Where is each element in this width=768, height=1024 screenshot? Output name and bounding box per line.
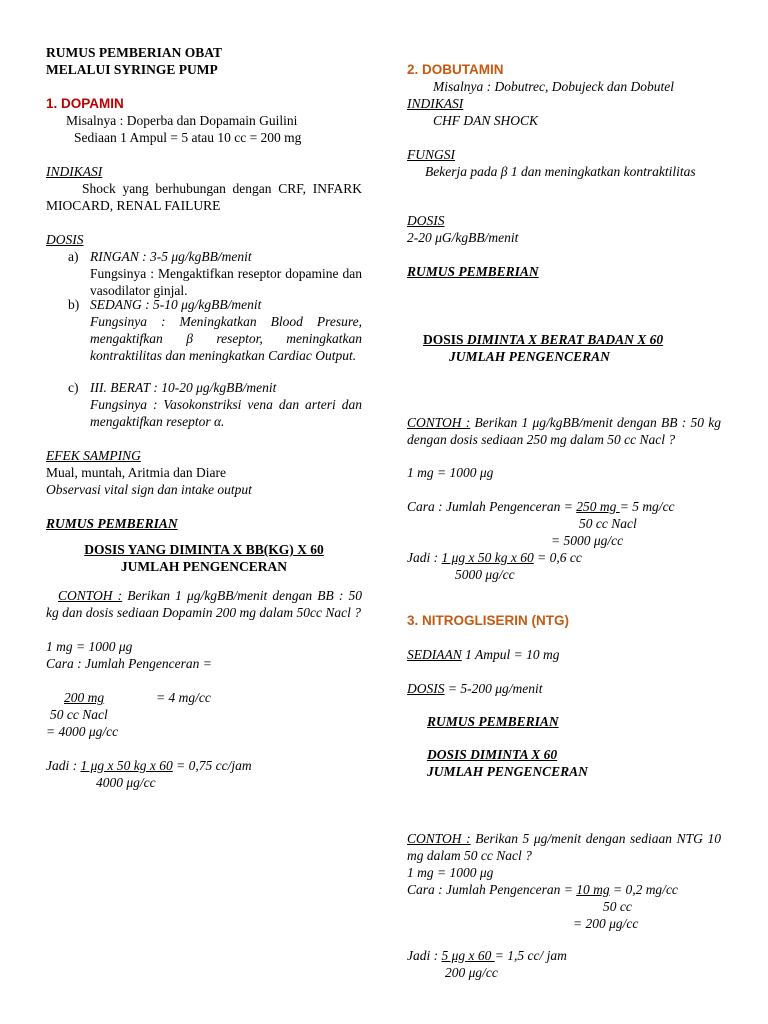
dobutamin-contoh: CONTOH : Berikan 1 μg/kgBB/menit dengan BB : 50 kg dengan dosis sediaan 250 mg dalam 50 cc Nacl ?	[407, 415, 721, 447]
dopamin-cara: Cara : Jumlah Pengenceran =	[46, 656, 212, 671]
ntg-jadi-den: 200 μg/cc	[445, 965, 498, 980]
dopamin-jadi: Jadi : 1 μg x 50 kg x 60 = 0,75 cc/jam	[46, 758, 252, 773]
dopamin-misalnya: Misalnya : Doperba dan Dopamain Guilini	[66, 113, 298, 128]
dobutamin-rumus-formula: DOSIS DIMINTA X BERAT BADAN X 60 JUMLAH PENGENCERAN	[423, 332, 664, 364]
dopamin-dosis-label: DOSIS	[46, 232, 84, 247]
ntg-jadi: Jadi : 5 μg x 60 = 1,5 cc/ jam	[407, 948, 567, 963]
ntg-cara-eq2: = 200 μg/cc	[573, 916, 639, 931]
dobutamin-fungsi-text: Bekerja pada β 1 dan meningkatkan kontraktilitas	[425, 164, 696, 179]
ntg-mg-eq: 1 mg = 1000 μg	[407, 865, 494, 880]
ntg-rumus-formula: DOSIS DIMINTA X 60 JUMLAH PENGENCERAN	[427, 747, 588, 779]
ntg-cara-den: 50 cc	[603, 899, 632, 914]
dopamin-calc: 200 mg = 4 mg/cc	[64, 690, 211, 705]
dopamin-heading: 1. DOPAMIN	[46, 96, 124, 111]
dopamin-dosis-item: a) RINGAN : 3-5 μg/kgBB/menit Fungsinya : Mengaktifkan reseptor dopamine dan vasodilator ginjal.	[68, 249, 362, 298]
dobutamin-mg-eq: 1 mg = 1000 μg	[407, 465, 494, 480]
dopamin-calc-eq2: = 4000 μg/cc	[46, 724, 119, 739]
observasi-text: Observasi vital sign dan intake output	[46, 482, 252, 497]
efek-samping-label: EFEK SAMPING	[46, 448, 141, 463]
dobutamin-indikasi-text: CHF DAN SHOCK	[433, 113, 539, 128]
dopamin-mg-eq: 1 mg = 1000 μg	[46, 639, 133, 654]
dopamin-contoh: CONTOH : Berikan 1 μg/kgBB/menit dengan BB : 50 kg dan dosis sediaan Dopamin 200 mg dalam 50cc Nacl ?	[46, 588, 362, 620]
ntg-rumus-label: RUMUS PEMBERIAN	[427, 714, 559, 729]
dopamin-indikasi-text: Shock yang berhubungan dengan CRF, INFARK MIOCARD, RENAL FAILURE	[46, 181, 362, 213]
dobutamin-jadi: Jadi : 1 μg x 50 kg x 60 = 0,6 cc	[407, 550, 582, 565]
ntg-cara: Cara : Jumlah Pengenceran = 10 mg = 0,2 mg/cc	[407, 882, 678, 897]
ntg-dosis: DOSIS = 5-200 μg/menit	[407, 681, 543, 696]
ntg-heading: 3. NITROGLISERIN (NTG)	[407, 613, 569, 628]
ntg-contoh: CONTOH : Berikan 5 μg/menit dengan sediaan NTG 10 mg dalam 50 cc Nacl ?	[407, 831, 721, 863]
dobutamin-cara: Cara : Jumlah Pengenceran = 250 mg = 5 mg/cc	[407, 499, 675, 514]
dobutamin-fungsi-label: FUNGSI	[407, 147, 455, 162]
ntg-sediaan: SEDIAAN 1 Ampul = 10 mg	[407, 647, 560, 662]
dopamin-sediaan: Sediaan 1 Ampul = 5 atau 10 cc = 200 mg	[74, 130, 302, 145]
dopamin-rumus-formula: DOSIS YANG DIMINTA X BB(KG) X 60 JUMLAH PENGENCERAN	[84, 542, 324, 574]
dobutamin-heading: 2. DOBUTAMIN	[407, 62, 504, 77]
document-title: RUMUS PEMBERIAN OBAT MELALUI SYRINGE PUMP	[46, 45, 223, 77]
dobutamin-dosis-label: DOSIS	[407, 213, 445, 228]
dobutamin-dosis-text: 2-20 μG/kgBB/menit	[407, 230, 519, 245]
dopamin-calc-den: 50 cc Nacl	[50, 707, 108, 722]
efek-samping-text: Mual, muntah, Aritmia dan Diare	[46, 465, 226, 480]
dopamin-rumus-label: RUMUS PEMBERIAN	[46, 516, 178, 531]
dobutamin-rumus-label: RUMUS PEMBERIAN	[407, 264, 539, 279]
dobutamin-indikasi-label: INDIKASI	[407, 96, 464, 111]
dopamin-dosis-item: b) SEDANG : 5-10 μg/kgBB/menit Fungsinya : Meningkatkan Blood Presure, mengaktifkan β reseptor, meningkatkan kontraktilitas dan meningkatkan Cardiac Output.	[68, 297, 362, 363]
dopamin-indikasi-label: INDIKASI	[46, 164, 103, 179]
dopamin-dosis-item: c) III. BERAT : 10-20 μg/kgBB/menit Fungsinya : Vasokonstriksi vena dan arteri dan mengaktifkan reseptor α.	[68, 380, 362, 429]
dobutamin-cara-eq2: = 5000 μg/cc	[551, 533, 624, 548]
dobutamin-cara-den: 50 cc Nacl	[579, 516, 637, 531]
dopamin-jadi-den: 4000 μg/cc	[96, 775, 156, 790]
dobutamin-misalnya: Misalnya : Dobutrec, Dobujeck dan Dobutel	[433, 79, 674, 94]
dobutamin-jadi-den: 5000 μg/cc	[455, 567, 515, 582]
